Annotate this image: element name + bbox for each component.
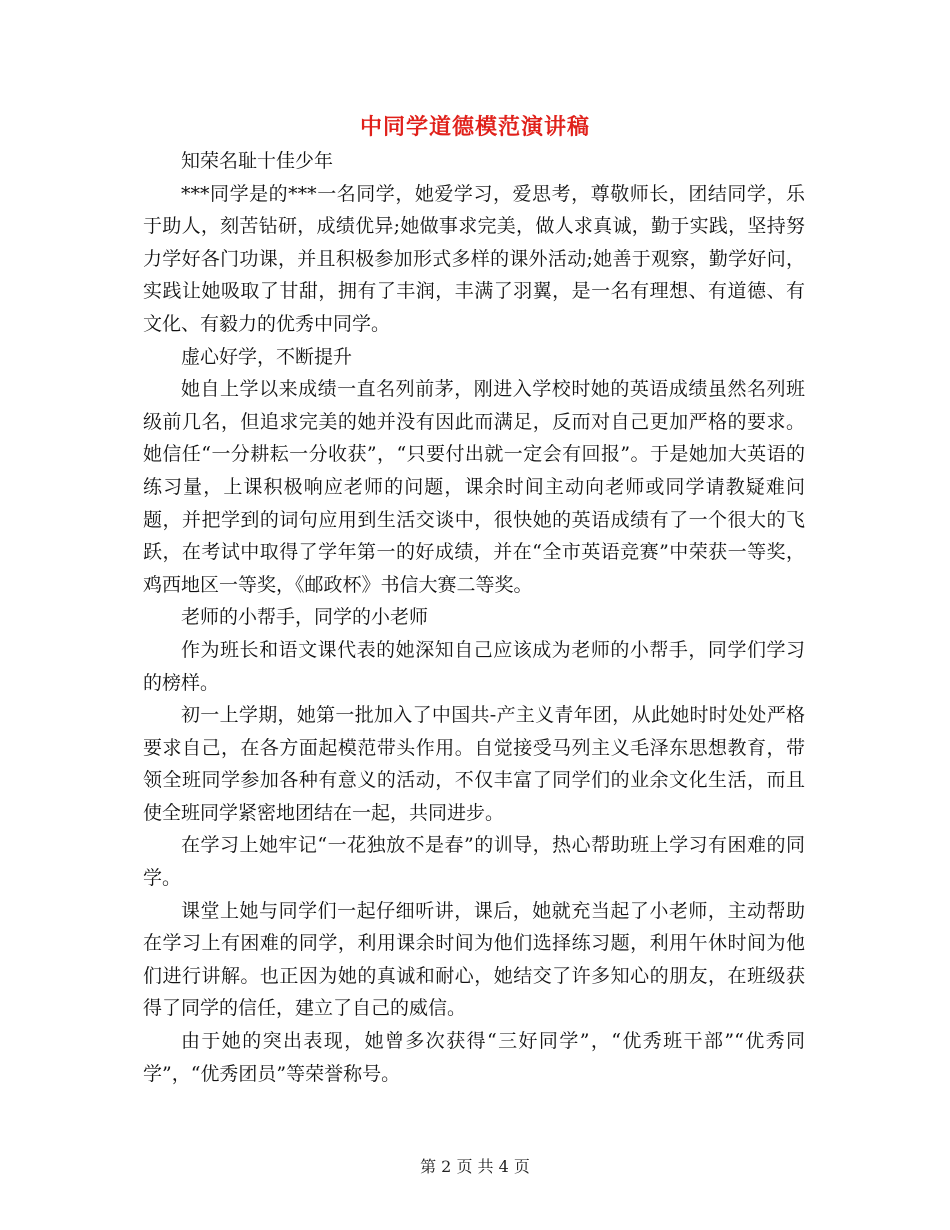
section-heading: 虚心好学，不断提升 xyxy=(181,345,353,368)
paragraph: 初一上学期，她第一批加入了中国共-产主义青年团，从此她时时处处严格要求自己，在各方面起模范带头作用。自觉接受马列主义毛泽东思想教育，带领全班同学参加各种有意义的活动，不仅丰富了同学们的业余文化生活，而且使全班同学紧密地团结在一起，共同进步。 xyxy=(143,704,805,824)
page-number-label: 第 2 页 共 4 页 xyxy=(420,1157,530,1176)
paragraph: 她自上学以来成绩一直名列前茅，刚进入学校时她的英语成绩虽然名列班级前几名，但追求完美的她并没有因此而满足，反而对自己更加严格的要求。她信任“一分耕耘一分收获”，“只要付出就一定会有回报”。于是她加大英语的练习量，上课积极响应老师的问题，课余时间主动向老师或同学请教疑难问题，并把学到的词句应用到生活交谈中，很快她的英语成绩有了一个很大的飞跃，在考试中取得了学年第一的好成绩，并在“全市英语竞赛”中荣获一等奖，鸡西地区一等奖，《邮政杯》书信大赛二等奖。 xyxy=(143,378,805,596)
document-body xyxy=(143,145,805,1090)
section-heading: 老师的小帮手，同学的小老师 xyxy=(181,606,429,629)
paragraph: ***同学是的***一名同学，她爱学习，爱思考，尊敬师长，团结同学，乐于助人，刻苦钻研，成绩优异;她做事求完美，做人求真诚，勤于实践，坚持努力学好各门功课，并且积极参加形式多样的课外活动;她善于观察，勤学好问，实践让她吸取了甘甜，拥有了丰润，丰满了羽翼，是一名有理想、有道德、有文化、有毅力的优秀中同学。 xyxy=(143,182,805,335)
page-footer xyxy=(0,1154,950,1177)
section-heading: 知荣名耻十佳少年 xyxy=(181,150,334,172)
paragraph: 在学习上她牢记“一花独放不是春”的训导，热心帮助班上学习有困难的同学。 xyxy=(143,834,805,890)
paragraph: 课堂上她与同学们一起仔细听讲，课后，她就充当起了小老师，主动帮助在学习上有困难的同学，利用课余时间为他们选择练习题，利用午休时间为他们进行讲解。也正因为她的真诚和耐心，她结交了许多知心的朋友，在班级获得了同学的信任，建立了自己的威信。 xyxy=(143,899,805,1020)
document-title: 中同学道德模范演讲稿 xyxy=(359,114,590,140)
paragraph: 由于她的突出表现，她曾多次获得“三好同学”，“优秀班干部”“优秀同学”，“优秀团员”等荣誉称号。 xyxy=(143,1030,805,1085)
paragraph: 作为班长和语文课代表的她深知自己应该成为老师的小帮手，同学们学习的榜样。 xyxy=(143,638,805,694)
